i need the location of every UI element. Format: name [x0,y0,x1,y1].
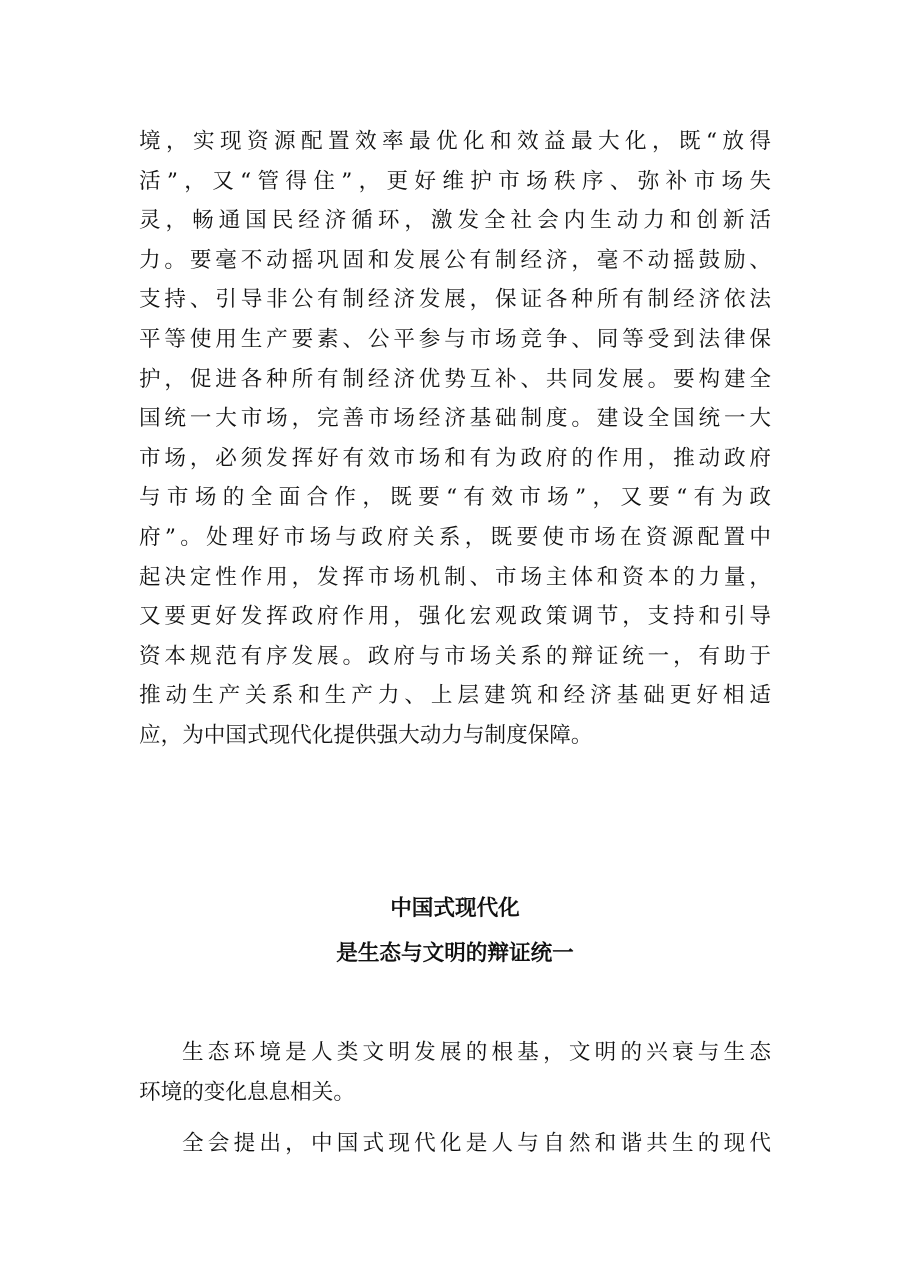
body-paragraph [139,122,771,756]
text-line: 支持、引导非公有制经济发展，保证各种所有制经济依法 [139,287,771,313]
section-heading-line-1: 中国式现代化 [390,896,520,921]
text-line: 平等使用生产要素、公平参与市场竞争、同等受到法律保 [139,326,771,352]
text-line: 国统一大市场，完善市场经济基础制度。建设全国统一大 [139,406,771,432]
text-line: 环境的变化息息相关。 [139,1079,355,1105]
text-line: 力。要毫不动摇巩固和发展公有制经济，毫不动摇鼓励、 [139,247,771,273]
text-line: 生态环境是人类文明发展的根基，文明的兴衰与生态 [182,1040,771,1065]
text-line: 又要更好发挥政府作用，强化宏观政策调节，支持和引导 [139,604,771,630]
text-line: 护，促进各种所有制经济优势互补、共同发展。要构建全 [139,366,771,392]
text-line: 起决定性作用，发挥市场机制、市场主体和资本的力量， [139,564,771,590]
text-line: 推动生产关系和生产力、上层建筑和经济基础更好相适 [139,683,771,709]
text-line: 府”。处理好市场与政府关系，既要使市场在资源配置中 [139,524,771,550]
body-paragraph [139,1033,771,1112]
text-line: 灵，畅通国民经济循环，激发全社会内生动力和创新活 [139,208,771,234]
text-line: 全会提出，中国式现代化是人与自然和谐共生的现代 [182,1131,771,1156]
text-line: 资本规范有序发展。政府与市场关系的辩证统一，有助于 [139,643,771,669]
text-line: 与市场的全面合作，既要“有效市场”，又要“有为政 [139,485,771,511]
body-paragraph [139,1124,771,1164]
section-heading-line-2: 是生态与文明的辩证统一 [336,941,574,966]
text-line: 应，为中国式现代化提供强大动力与制度保障。 [139,722,593,748]
text-line: 境，实现资源配置效率最优化和效益最大化，既“放得 [139,129,771,154]
text-line: 活”，又“管得住”，更好维护市场秩序、弥补市场失 [139,168,771,194]
text-line: 市场，必须发挥好有效市场和有为政府的作用，推动政府 [139,445,771,471]
